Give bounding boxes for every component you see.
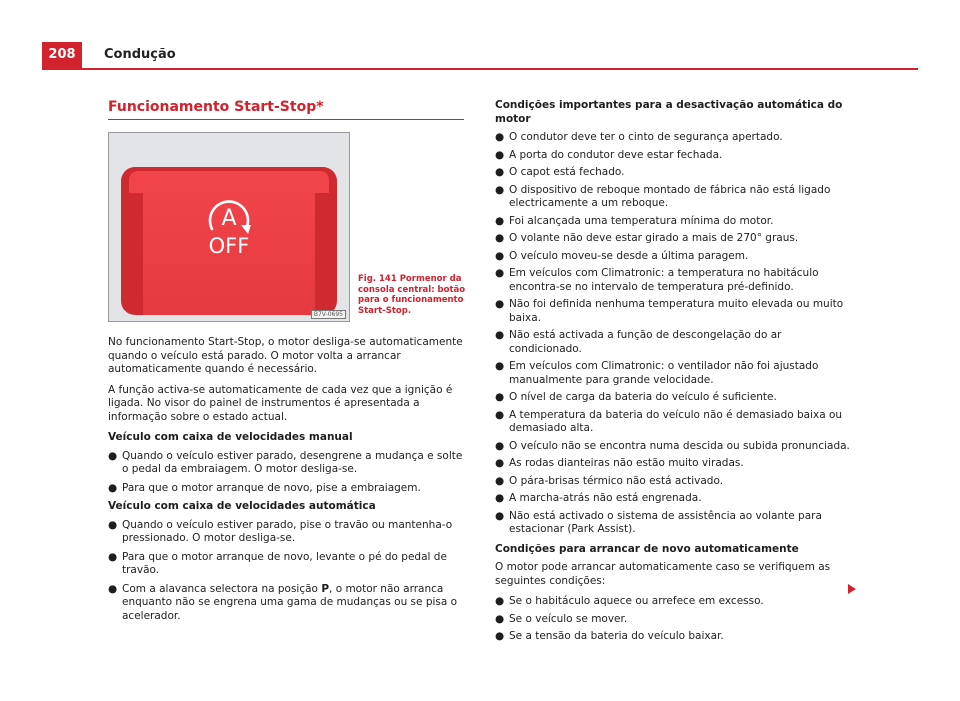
page-header: [42, 42, 918, 68]
figure-image: [108, 132, 350, 322]
chapter-title: Condução: [104, 47, 176, 62]
bullet-icon: ●: [495, 509, 505, 522]
bullet-icon: ●: [495, 492, 505, 504]
list-item: ● Foi alcançada uma temperatura mínima do motor.: [495, 214, 774, 227]
figure: [108, 132, 464, 322]
list-item: ● O pára-brisas térmico não está activado.: [495, 474, 724, 487]
list-item: ● O veículo não se encontra numa descida ou subida pronunciada.: [495, 439, 850, 452]
figure-code: B7V-0695: [311, 310, 346, 319]
bullet-icon: ●: [495, 457, 505, 469]
list-item: ● O veículo moveu-se desde a última paragem.: [495, 249, 749, 262]
bullet-icon: ●: [108, 582, 118, 595]
list-item: ● A marcha-atrás não está engrenada.: [495, 492, 702, 504]
button-off-label: OFF: [208, 234, 250, 258]
start-stop-button-illustration: [109, 133, 349, 321]
figure-caption: Fig. 141 Pormenor da consola central: botão para o funcionamento Start-Stop.: [358, 274, 466, 316]
list-item: ● Se o habitáculo aquece ou arrefece em excesso.: [495, 595, 764, 607]
restart-intro: O motor pode arrancar automaticamente caso se verifiquem as seguintes condições:: [495, 561, 831, 587]
page-number: 208: [42, 42, 82, 68]
deactivation-conditions-heading: Condições importantes para a desactivação automática do motor: [495, 99, 843, 125]
list-item: ● Quando o veículo estiver parado, pise o travão ou mantenha-o pressionado. O motor desliga-se.: [108, 518, 453, 544]
list-item: ● Para que o motor arranque de novo, pise a embraiagem.: [108, 481, 421, 494]
list-item: ● O dispositivo de reboque montado de fábrica não está ligado electricamente a um reboque.: [495, 183, 831, 209]
bullet-icon: ●: [495, 249, 505, 262]
list-item: ● Quando o veículo estiver parado, desengrene a mudança e solte o pedal da embraiagem. O motor desliga-se.: [108, 449, 463, 475]
continue-arrow-icon: [848, 584, 856, 594]
bullet-icon: ●: [495, 267, 505, 279]
list-item: ● Não foi definida nenhuma temperatura muito elevada ou muito baixa.: [495, 298, 844, 324]
list-item: ● A porta do condutor deve estar fechada.: [495, 148, 723, 161]
bullet-icon: ●: [495, 612, 505, 625]
restart-conditions-list: [495, 595, 855, 644]
button-letter: A: [221, 206, 237, 231]
bullet-icon: ●: [495, 166, 505, 178]
bullet-icon: ●: [495, 298, 505, 310]
bullet-icon: ●: [495, 214, 505, 227]
bullet-icon: ●: [108, 550, 118, 563]
restart-conditions-heading: Condições para arrancar de novo automaticamente: [495, 542, 799, 555]
section-title: Funcionamento Start-Stop*: [108, 99, 324, 115]
bullet-icon: ●: [495, 148, 505, 161]
bullet-icon: ●: [108, 518, 118, 531]
header-rule: [42, 68, 918, 70]
automatic-heading: Veículo com caixa de velocidades automática: [108, 500, 376, 512]
manual-heading: Veículo com caixa de velocidades manual: [108, 431, 353, 443]
list-item: ● Em veículos com Climatronic: a temperatura no habitáculo encontra-se no intervalo de temperatura pré-definido.: [495, 267, 819, 293]
deactivation-conditions-list: [495, 131, 855, 537]
bullet-icon: ●: [495, 329, 505, 341]
section-rule: [108, 119, 464, 120]
list-item: ● O volante não deve estar girado a mais de 270° graus.: [495, 232, 799, 244]
bullet-icon: ●: [495, 408, 505, 421]
intro-paragraph-1: No funcionamento Start-Stop, o motor desliga-se automaticamente quando o veículo está parado. O motor volta a arrancar automaticamente quando é necessário.: [108, 336, 463, 375]
bullet-icon: ●: [495, 131, 505, 143]
list-item: ● Em veículos com Climatronic: o ventilador não foi ajustado manualmente para grande velocidade.: [495, 360, 819, 386]
bullet-icon: ●: [495, 595, 505, 607]
list-item: ● O condutor deve ter o cinto de segurança apertado.: [495, 131, 783, 143]
bullet-icon: ●: [108, 481, 118, 494]
bullet-icon: ●: [495, 232, 505, 244]
bullet-icon: ●: [495, 391, 505, 403]
list-item: ● Não está activada a função de descongelação do ar condicionado.: [495, 329, 782, 355]
list-item: ● Com a alavanca selectora na posição P, o motor não arranca enquanto não se engrena uma gama de mudanças ou se pisa o acelerador.: [108, 582, 458, 622]
list-item: ● Se o veículo se mover.: [495, 612, 628, 625]
list-item: ● Não está activado o sistema de assistência ao volante para estacionar (Park Assist).: [495, 509, 822, 535]
bullet-icon: ●: [495, 630, 505, 642]
list-item: ● O nível de carga da bateria do veículo é suficiente.: [495, 391, 777, 403]
right-column: [495, 99, 855, 648]
list-item: ● Se a tensão da bateria do veículo baixar.: [495, 630, 724, 642]
left-column: [108, 98, 464, 628]
list-item: ● O capot está fechado.: [495, 166, 625, 178]
list-item: ● As rodas dianteiras não estão muito viradas.: [495, 457, 744, 469]
bullet-icon: ●: [495, 360, 505, 372]
bullet-icon: ●: [495, 439, 505, 452]
bullet-icon: ●: [495, 474, 505, 487]
intro-paragraph-2: A função activa-se automaticamente de cada vez que a ignição é ligada. No visor do painel de instrumentos é apresentada a informação sobre o estado actual.: [108, 383, 453, 423]
list-item: ● Para que o motor arranque de novo, levante o pé do pedal de travão.: [108, 550, 447, 576]
bullet-icon: ●: [495, 183, 505, 196]
list-item: ● A temperatura da bateria do veículo não é demasiado baixa ou demasiado alta.: [495, 408, 843, 434]
bullet-icon: ●: [108, 449, 118, 462]
